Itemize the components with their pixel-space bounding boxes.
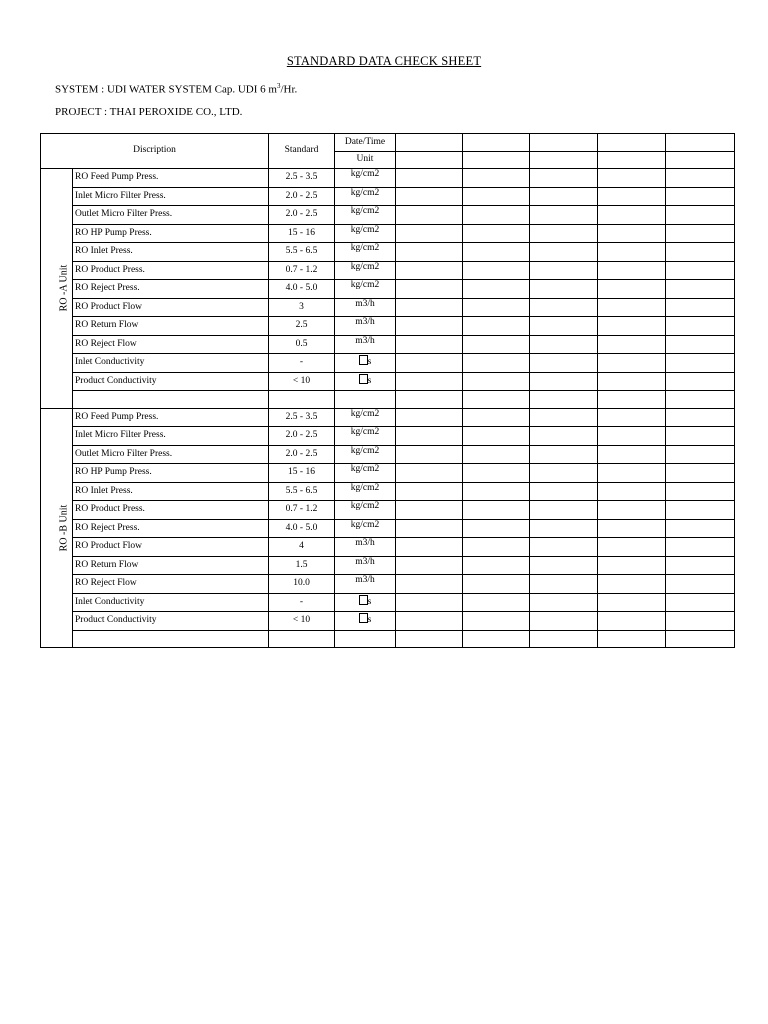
standard-header: Standard: [269, 134, 335, 169]
description-cell: RO Product Flow: [73, 298, 269, 317]
blank-cell[interactable]: [598, 630, 666, 648]
entry-cell[interactable]: [396, 187, 463, 206]
entry-cell[interactable]: [666, 501, 735, 520]
entry-cell[interactable]: [598, 280, 666, 299]
entry-cell[interactable]: [598, 224, 666, 243]
unit-cell: m3/h: [335, 317, 396, 336]
table-row: [41, 280, 735, 299]
description-cell: RO Inlet Press.: [73, 243, 269, 262]
blank-cell[interactable]: [666, 630, 735, 648]
entry-cell[interactable]: [666, 538, 735, 557]
entry-cell[interactable]: [396, 538, 463, 557]
unit-cell: kg/cm2: [335, 445, 396, 464]
standard-cell: 0.7 - 1.2: [269, 501, 335, 520]
entry-cell[interactable]: [598, 408, 666, 427]
unit-cell: kg/cm2: [335, 427, 396, 446]
entry-cell[interactable]: [666, 445, 735, 464]
unit-cell: [335, 593, 396, 612]
table-row: [41, 187, 735, 206]
header-row: [41, 134, 735, 152]
unit-cell: kg/cm2: [335, 280, 396, 299]
table-row: [41, 224, 735, 243]
table-row: [41, 501, 735, 520]
table-row: [41, 169, 735, 188]
entry-cell[interactable]: [463, 445, 530, 464]
blank-cell[interactable]: [530, 391, 598, 409]
entry-cell[interactable]: [396, 501, 463, 520]
entry-cell[interactable]: [530, 224, 598, 243]
entry-cell[interactable]: [463, 261, 530, 280]
description-cell: RO Inlet Press.: [73, 482, 269, 501]
entry-cell[interactable]: [396, 593, 463, 612]
datetime-header: Date/Time: [335, 134, 396, 152]
blank-cell[interactable]: [335, 391, 396, 409]
blank-cell[interactable]: [530, 134, 598, 152]
entry-cell[interactable]: [396, 408, 463, 427]
blank-cell[interactable]: [463, 151, 530, 169]
entry-cell[interactable]: [463, 335, 530, 354]
entry-cell[interactable]: [530, 243, 598, 262]
standard-cell: 5.5 - 6.5: [269, 243, 335, 262]
entry-cell[interactable]: [530, 519, 598, 538]
unit-text: s: [367, 615, 372, 625]
entry-cell[interactable]: [530, 464, 598, 483]
description-cell: RO Feed Pump Press.: [73, 169, 269, 188]
entry-cell[interactable]: [666, 427, 735, 446]
checkbox-icon: [359, 355, 368, 365]
standard-cell: 2.0 - 2.5: [269, 445, 335, 464]
entry-cell[interactable]: [530, 575, 598, 594]
entry-cell[interactable]: [598, 464, 666, 483]
blank-cell[interactable]: [598, 151, 666, 169]
table-row: [41, 464, 735, 483]
entry-cell[interactable]: [666, 187, 735, 206]
blank-cell[interactable]: [269, 391, 335, 409]
blank-cell[interactable]: [463, 630, 530, 648]
entry-cell[interactable]: [530, 593, 598, 612]
standard-cell: 2.5 - 3.5: [269, 169, 335, 188]
entry-cell[interactable]: [396, 206, 463, 225]
entry-cell[interactable]: [396, 298, 463, 317]
entry-cell[interactable]: [666, 372, 735, 391]
unit-text: s: [367, 357, 372, 367]
entry-cell[interactable]: [666, 354, 735, 373]
entry-cell[interactable]: [396, 427, 463, 446]
entry-cell[interactable]: [598, 261, 666, 280]
unit-cell: kg/cm2: [335, 261, 396, 280]
description-cell: Inlet Conductivity: [73, 593, 269, 612]
unit-cell: kg/cm2: [335, 206, 396, 225]
description-header: Discription: [41, 134, 269, 169]
entry-cell[interactable]: [598, 206, 666, 225]
entry-cell[interactable]: [396, 261, 463, 280]
entry-cell[interactable]: [463, 317, 530, 336]
entry-cell[interactable]: [463, 464, 530, 483]
entry-cell[interactable]: [463, 482, 530, 501]
unit-cell: kg/cm2: [335, 224, 396, 243]
table-row: [41, 575, 735, 594]
description-cell: RO HP Pump Press.: [73, 464, 269, 483]
unit-cell: m3/h: [335, 538, 396, 557]
description-cell: Inlet Conductivity: [73, 354, 269, 373]
description-cell: RO Product Press.: [73, 261, 269, 280]
blank-cell[interactable]: [666, 391, 735, 409]
unit-text: s: [367, 375, 372, 386]
table-row: [41, 538, 735, 557]
blank-cell[interactable]: [396, 391, 463, 409]
entry-cell[interactable]: [530, 354, 598, 373]
blank-cell[interactable]: [666, 151, 735, 169]
entry-cell[interactable]: [666, 575, 735, 594]
entry-cell[interactable]: [530, 482, 598, 501]
entry-cell[interactable]: [530, 261, 598, 280]
description-cell: RO Product Flow: [73, 538, 269, 557]
blank-cell[interactable]: [530, 630, 598, 648]
standard-cell: 10.0: [269, 575, 335, 594]
unit-cell: [335, 372, 396, 391]
table-row: [41, 408, 735, 427]
entry-cell[interactable]: [666, 243, 735, 262]
unit-cell: kg/cm2: [335, 187, 396, 206]
description-cell: RO Return Flow: [73, 317, 269, 336]
description-cell: Product Conductivity: [73, 612, 269, 631]
entry-cell[interactable]: [396, 335, 463, 354]
description-cell: RO Reject Flow: [73, 335, 269, 354]
entry-cell[interactable]: [396, 445, 463, 464]
entry-cell[interactable]: [396, 519, 463, 538]
entry-cell[interactable]: [598, 317, 666, 336]
table-row: [41, 427, 735, 446]
entry-cell[interactable]: [598, 243, 666, 262]
entry-cell[interactable]: [463, 206, 530, 225]
entry-cell[interactable]: [666, 261, 735, 280]
standard-cell: < 10: [269, 372, 335, 391]
description-cell: RO Product Press.: [73, 501, 269, 520]
unit-cell: m3/h: [335, 556, 396, 575]
unit-cell: kg/cm2: [335, 519, 396, 538]
entry-cell[interactable]: [666, 464, 735, 483]
entry-cell[interactable]: [463, 519, 530, 538]
unit-cell: kg/cm2: [335, 243, 396, 262]
description-cell: RO Reject Press.: [73, 280, 269, 299]
entry-cell[interactable]: [530, 206, 598, 225]
description-cell: Product Conductivity: [73, 372, 269, 391]
unit-cell: kg/cm2: [335, 169, 396, 188]
entry-cell[interactable]: [598, 354, 666, 373]
description-cell: RO HP Pump Press.: [73, 224, 269, 243]
blank-cell[interactable]: [598, 134, 666, 152]
unit-cell: [335, 612, 396, 631]
section-label-text: RO -A Unit: [58, 264, 70, 312]
entry-cell[interactable]: [396, 169, 463, 188]
description-cell: RO Reject Flow: [73, 575, 269, 594]
entry-cell[interactable]: [666, 519, 735, 538]
entry-cell[interactable]: [396, 243, 463, 262]
entry-cell[interactable]: [530, 538, 598, 557]
entry-cell[interactable]: [463, 224, 530, 243]
entry-cell[interactable]: [530, 427, 598, 446]
page-title: STANDARD DATA CHECK SHEET: [286, 54, 482, 68]
entry-cell[interactable]: [463, 593, 530, 612]
entry-cell[interactable]: [530, 408, 598, 427]
entry-cell[interactable]: [396, 224, 463, 243]
unit-cell: m3/h: [335, 575, 396, 594]
description-cell: Outlet Micro Filter Press.: [73, 445, 269, 464]
entry-cell[interactable]: [463, 243, 530, 262]
entry-cell[interactable]: [530, 317, 598, 336]
entry-cell[interactable]: [463, 427, 530, 446]
entry-cell[interactable]: [396, 317, 463, 336]
entry-cell[interactable]: [396, 482, 463, 501]
entry-cell[interactable]: [463, 556, 530, 575]
blank-cell[interactable]: [335, 630, 396, 648]
entry-cell[interactable]: [598, 593, 666, 612]
table-row: [41, 335, 735, 354]
description-cell: Outlet Micro Filter Press.: [73, 206, 269, 225]
table-row: [41, 556, 735, 575]
entry-cell[interactable]: [530, 187, 598, 206]
unit-cell: m3/h: [335, 335, 396, 354]
entry-cell[interactable]: [598, 575, 666, 594]
entry-cell[interactable]: [463, 280, 530, 299]
system-line: [55, 82, 297, 96]
entry-cell[interactable]: [666, 169, 735, 188]
table-row: [41, 519, 735, 538]
system-line-superscript: 3: [276, 82, 281, 90]
entry-cell[interactable]: [530, 298, 598, 317]
entry-cell[interactable]: [598, 427, 666, 446]
check-sheet-table: [40, 133, 735, 648]
unit-cell: kg/cm2: [335, 464, 396, 483]
table-row: [41, 243, 735, 262]
standard-cell: 15 - 16: [269, 224, 335, 243]
blank-cell[interactable]: [463, 134, 530, 152]
unit-cell: kg/cm2: [335, 408, 396, 427]
standard-cell: 2.0 - 2.5: [269, 427, 335, 446]
standard-cell: 2.0 - 2.5: [269, 206, 335, 225]
entry-cell[interactable]: [530, 372, 598, 391]
standard-cell: 3: [269, 298, 335, 317]
unit-text: s: [367, 596, 372, 607]
blank-cell[interactable]: [463, 391, 530, 409]
table-row: [41, 612, 735, 631]
standard-cell: 4: [269, 538, 335, 557]
entry-cell[interactable]: [396, 280, 463, 299]
entry-cell[interactable]: [530, 501, 598, 520]
table-row: [41, 298, 735, 317]
table-row: [41, 482, 735, 501]
entry-cell[interactable]: [463, 298, 530, 317]
blank-cell[interactable]: [666, 134, 735, 152]
blank-cell[interactable]: [396, 630, 463, 648]
entry-cell[interactable]: [530, 612, 598, 631]
standard-cell: -: [269, 354, 335, 373]
entry-cell[interactable]: [666, 206, 735, 225]
standard-cell: 15 - 16: [269, 464, 335, 483]
entry-cell[interactable]: [666, 408, 735, 427]
standard-cell: 4.0 - 5.0: [269, 280, 335, 299]
entry-cell[interactable]: [598, 538, 666, 557]
entry-cell[interactable]: [598, 519, 666, 538]
standard-cell: 5.5 - 6.5: [269, 482, 335, 501]
entry-cell[interactable]: [666, 224, 735, 243]
entry-cell[interactable]: [666, 556, 735, 575]
entry-cell[interactable]: [598, 187, 666, 206]
entry-cell[interactable]: [463, 169, 530, 188]
table-row: [41, 261, 735, 280]
entry-cell[interactable]: [396, 612, 463, 631]
entry-cell[interactable]: [666, 612, 735, 631]
entry-cell[interactable]: [396, 556, 463, 575]
entry-cell[interactable]: [396, 354, 463, 373]
table-row: [41, 354, 735, 373]
unit-header: Unit: [335, 151, 396, 169]
entry-cell[interactable]: [463, 354, 530, 373]
standard-cell: 2.5 - 3.5: [269, 408, 335, 427]
entry-cell[interactable]: [598, 298, 666, 317]
entry-cell[interactable]: [598, 501, 666, 520]
entry-cell[interactable]: [598, 335, 666, 354]
entry-cell[interactable]: [598, 482, 666, 501]
unit-cell: kg/cm2: [335, 501, 396, 520]
entry-cell[interactable]: [666, 298, 735, 317]
blank-cell[interactable]: [73, 630, 269, 648]
entry-cell[interactable]: [598, 372, 666, 391]
standard-cell: 1.5: [269, 556, 335, 575]
description-cell: RO Reject Press.: [73, 519, 269, 538]
system-line-suffix: /Hr.: [280, 83, 298, 96]
blank-row: [41, 391, 735, 409]
standard-cell: 4.0 - 5.0: [269, 519, 335, 538]
entry-cell[interactable]: [598, 612, 666, 631]
entry-cell[interactable]: [598, 556, 666, 575]
system-line-text: SYSTEM : UDI WATER SYSTEM Cap. UDI 6 m: [55, 83, 277, 96]
entry-cell[interactable]: [666, 280, 735, 299]
standard-cell: 2.0 - 2.5: [269, 187, 335, 206]
entry-cell[interactable]: [530, 335, 598, 354]
blank-row: [41, 630, 735, 648]
entry-cell[interactable]: [463, 612, 530, 631]
table-row: [41, 372, 735, 391]
entry-cell[interactable]: [396, 575, 463, 594]
checkbox-icon: [359, 595, 368, 605]
entry-cell[interactable]: [598, 445, 666, 464]
entry-cell[interactable]: [530, 169, 598, 188]
description-cell: RO Return Flow: [73, 556, 269, 575]
entry-cell[interactable]: [666, 335, 735, 354]
blank-cell[interactable]: [269, 630, 335, 648]
entry-cell[interactable]: [463, 187, 530, 206]
standard-cell: -: [269, 593, 335, 612]
standard-cell: < 10: [269, 612, 335, 631]
checkbox-icon: [359, 613, 368, 623]
description-cell: Inlet Micro Filter Press.: [73, 187, 269, 206]
section-label: [41, 408, 73, 648]
blank-cell[interactable]: [530, 151, 598, 169]
entry-cell[interactable]: [463, 501, 530, 520]
unit-cell: m3/h: [335, 298, 396, 317]
checkbox-icon: [359, 374, 368, 384]
entry-cell[interactable]: [463, 575, 530, 594]
entry-cell[interactable]: [666, 482, 735, 501]
section-label: [41, 169, 73, 409]
blank-cell[interactable]: [73, 391, 269, 409]
unit-cell: [335, 354, 396, 373]
entry-cell[interactable]: [463, 408, 530, 427]
blank-cell[interactable]: [396, 134, 463, 152]
entry-cell[interactable]: [530, 280, 598, 299]
entry-cell[interactable]: [463, 372, 530, 391]
entry-cell[interactable]: [530, 556, 598, 575]
standard-cell: 0.7 - 1.2: [269, 261, 335, 280]
description-cell: Inlet Micro Filter Press.: [73, 427, 269, 446]
entry-cell[interactable]: [463, 538, 530, 557]
entry-cell[interactable]: [666, 593, 735, 612]
entry-cell[interactable]: [396, 372, 463, 391]
blank-cell[interactable]: [396, 151, 463, 169]
entry-cell[interactable]: [530, 445, 598, 464]
unit-cell: kg/cm2: [335, 482, 396, 501]
table-row: [41, 445, 735, 464]
table-row: [41, 593, 735, 612]
entry-cell[interactable]: [598, 169, 666, 188]
entry-cell[interactable]: [666, 317, 735, 336]
standard-cell: 0.5: [269, 335, 335, 354]
project-line: PROJECT : THAI PEROXIDE CO., LTD.: [55, 106, 243, 118]
table-row: [41, 317, 735, 336]
entry-cell[interactable]: [396, 464, 463, 483]
table-row: [41, 206, 735, 225]
section-label-text: RO -B Unit: [58, 504, 70, 551]
blank-cell[interactable]: [598, 391, 666, 409]
standard-cell: 2.5: [269, 317, 335, 336]
description-cell: RO Feed Pump Press.: [73, 408, 269, 427]
